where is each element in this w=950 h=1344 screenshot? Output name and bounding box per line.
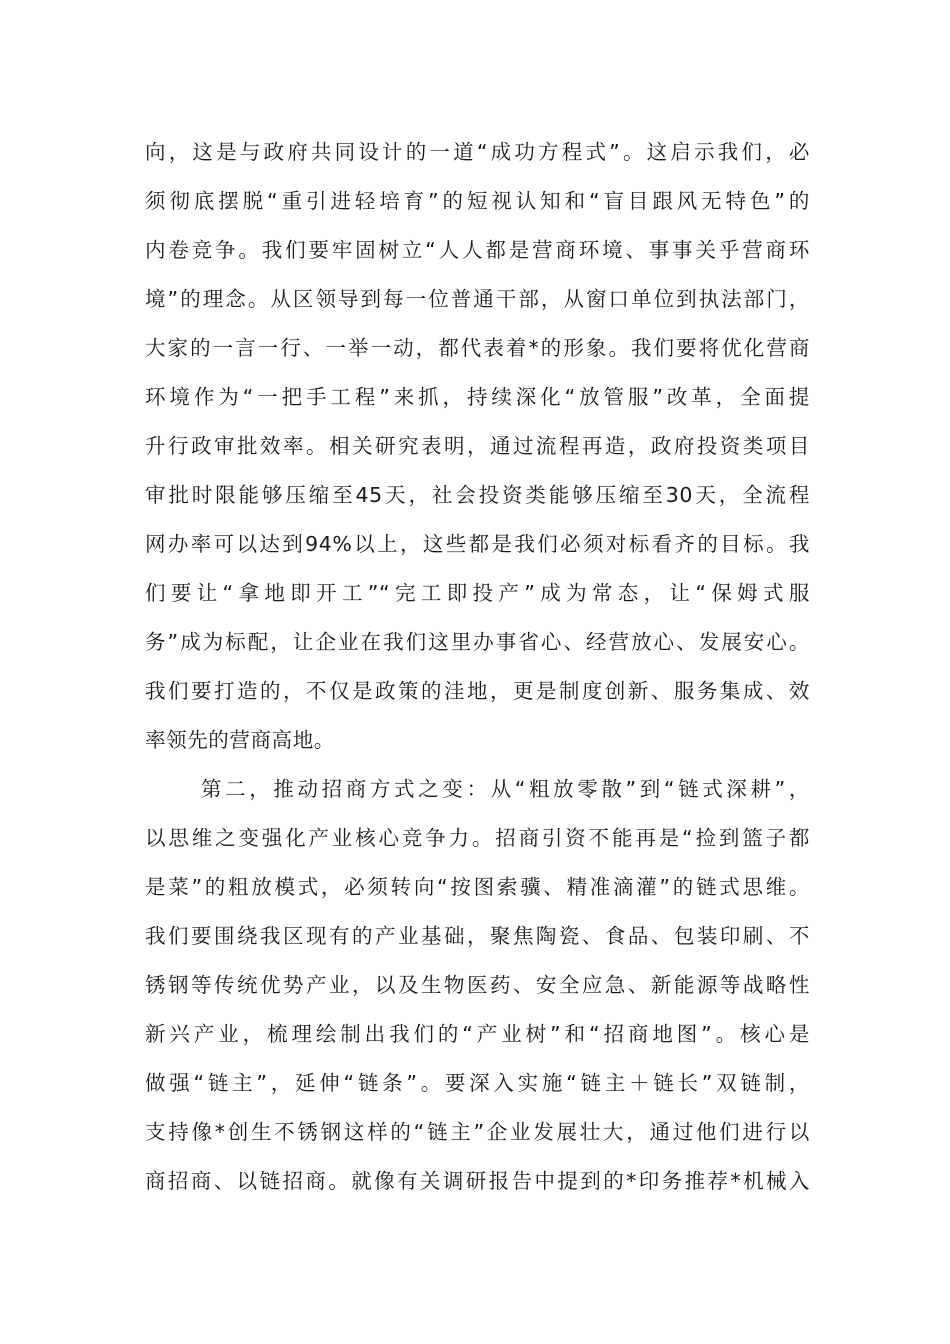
text-line: 我们要围绕我区现有的产业基础，聚焦陶瓷、食品、包装印刷、不 — [145, 924, 810, 948]
text-line: 支持像*创生不锈钢这样的“链主”企业发展壮大，通过他们进行以 — [145, 1120, 810, 1144]
text-line: 网办率可以达到94%以上，这些都是我们必须对标看齐的目标。我 — [145, 532, 810, 556]
text-line: 审批时限能够压缩至45天，社会投资类能够压缩至30天，全流程 — [145, 483, 810, 507]
text-line: 率领先的营商高地。 — [145, 728, 335, 752]
text-line: 我们要打造的，不仅是政策的洼地，更是制度创新、服务集成、效 — [145, 679, 810, 703]
text-line: 务”成为标配，让企业在我们这里办事省心、经营放心、发展安心。 — [145, 630, 810, 654]
text-line: 内卷竞争。我们要牢固树立“人人都是营商环境、事事关乎营商环 — [145, 238, 810, 262]
text-line: 环境作为“一把手工程”来抓，持续深化“放管服”改革，全面提 — [145, 385, 810, 409]
text-line: 做强“链主”，延伸“链条”。要深入实施“链主＋链长”双链制， — [145, 1071, 810, 1095]
text-line: 新兴产业，梳理绘制出我们的“产业树”和“招商地图”。核心是 — [145, 1022, 810, 1046]
text-line: 商招商、以链招商。就像有关调研报告中提到的*印务推荐*机械入 — [145, 1169, 810, 1193]
text-line: 向，这是与政府共同设计的一道“成功方程式”。这启示我们，必 — [145, 140, 810, 164]
text-line: 是菜”的粗放模式，必须转向“按图索骥、精准滴灌”的链式思维。 — [145, 875, 810, 899]
text-line: 第二，推动招商方式之变：从“粗放零散”到“链式深耕”， — [201, 777, 810, 801]
paragraph-2 — [145, 765, 810, 1206]
text-line: 们要让“拿地即开工”“完工即投产”成为常态，让“保姆式服 — [145, 581, 810, 605]
paragraph-1 — [145, 128, 810, 765]
text-line: 境”的理念。从区领导到每一位普通干部，从窗口单位到执法部门， — [145, 287, 810, 311]
text-line: 须彻底摆脱“重引进轻培育”的短视认知和“盲目跟风无特色”的 — [145, 189, 810, 213]
text-line: 升行政审批效率。相关研究表明，通过流程再造，政府投资类项目 — [145, 434, 810, 458]
text-line: 以思维之变强化产业核心竞争力。招商引资不能再是“捡到篮子都 — [145, 826, 810, 850]
text-line: 大家的一言一行、一举一动，都代表着*的形象。我们要将优化营商 — [145, 336, 810, 360]
text-line: 锈钢等传统优势产业，以及生物医药、安全应急、新能源等战略性 — [145, 973, 810, 997]
